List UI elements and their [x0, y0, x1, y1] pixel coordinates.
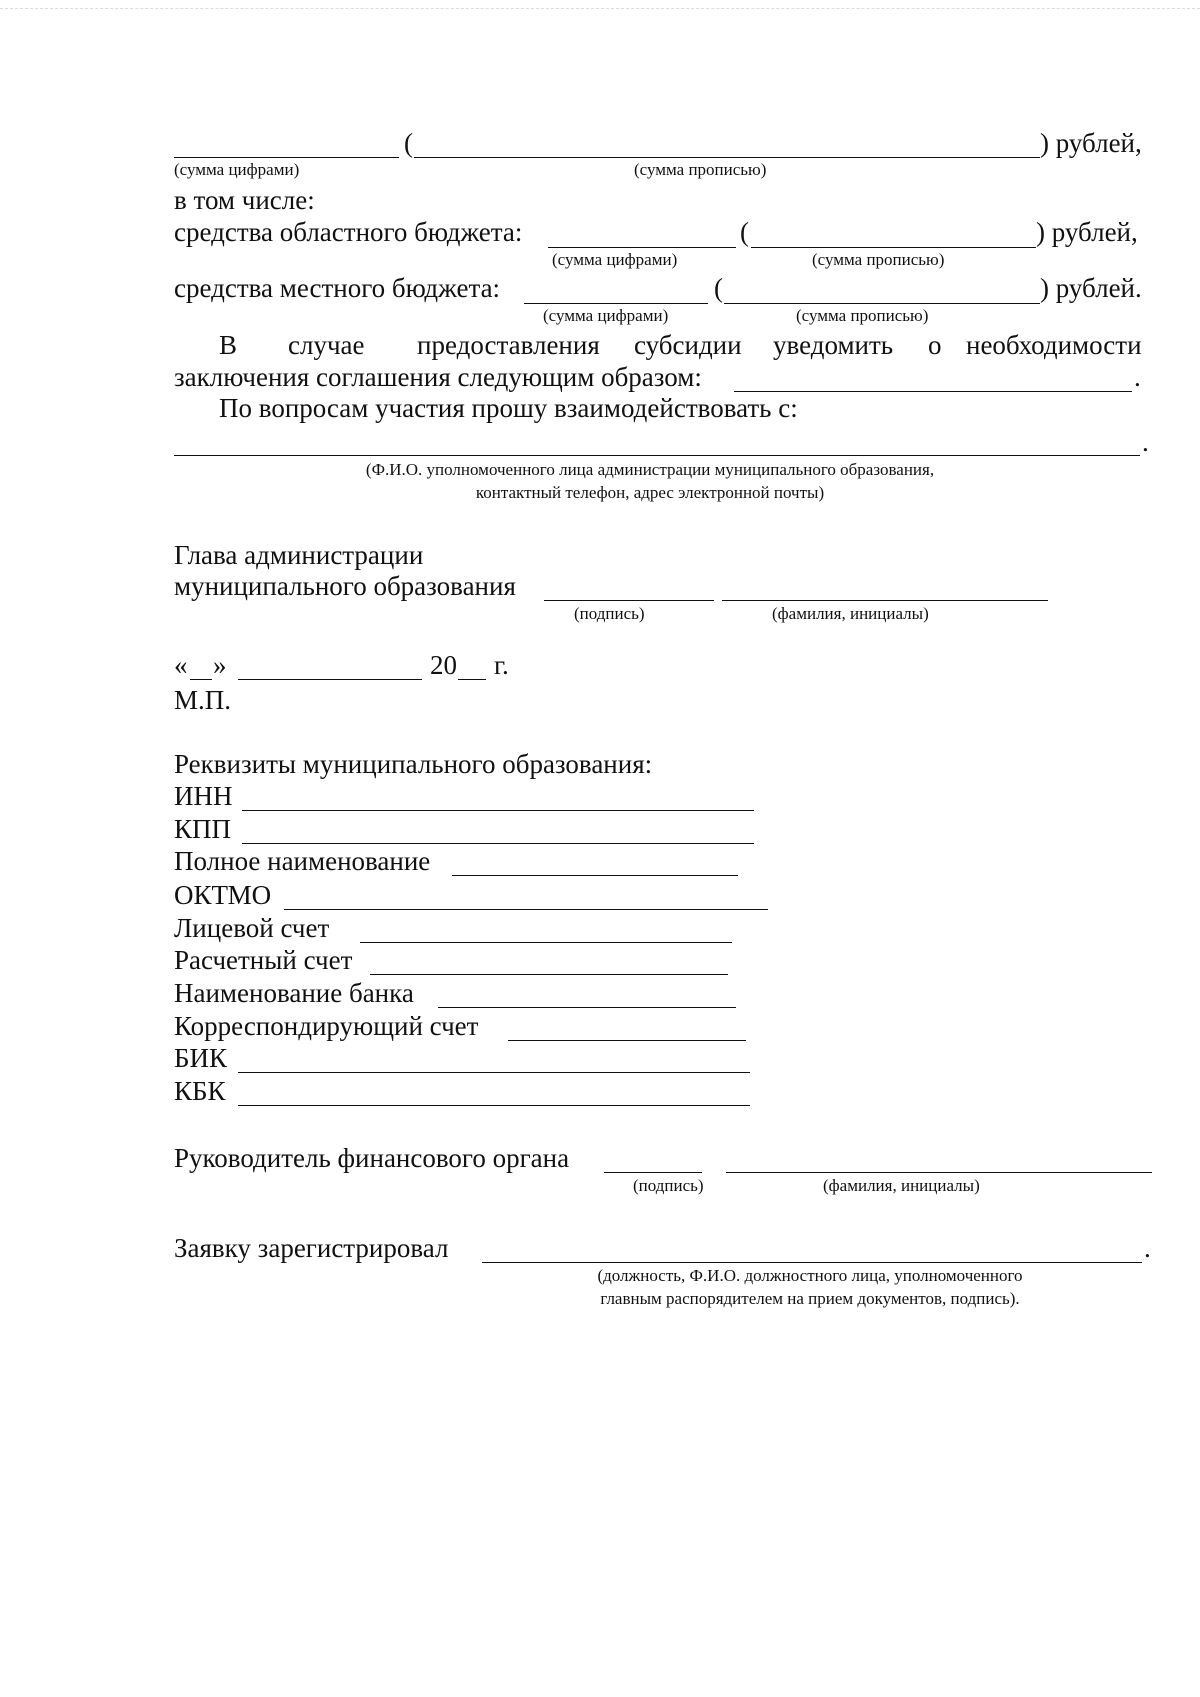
notice-line-2-end: .	[1134, 362, 1141, 392]
sum-close-rub: ) рублей,	[1040, 128, 1142, 158]
local-words-field[interactable]	[724, 303, 1040, 304]
date-day-field[interactable]	[190, 679, 212, 680]
notice-word-7: необходимости	[966, 330, 1142, 360]
registered-caption-1: (должность, Ф.И.О. должностного лица, уполномоченного	[597, 1266, 1023, 1285]
notice-word-1: В	[219, 330, 238, 360]
stamp-place: М.П.	[174, 685, 232, 715]
local-digits-caption: (сумма цифрами)	[543, 306, 669, 325]
notice-method-field[interactable]	[734, 391, 1132, 392]
requisite-field-bik[interactable]	[238, 1072, 750, 1073]
requisite-label-settlement-account: Расчетный счет	[174, 945, 353, 975]
requisite-field-settlement-account[interactable]	[370, 974, 728, 975]
requisite-label-inn: ИНН	[174, 781, 233, 811]
notice-word-4: субсидии	[634, 330, 742, 360]
including-label: в том числе:	[174, 185, 315, 215]
regional-digits-caption: (сумма цифрами)	[552, 250, 678, 269]
requisite-label-kbk: КБК	[174, 1076, 226, 1106]
regional-budget-label: средства областного бюджета:	[174, 217, 523, 247]
sum-words-field[interactable]	[414, 157, 1040, 158]
head-title-line-2: муниципального образования	[174, 571, 516, 601]
requisite-field-inn[interactable]	[242, 810, 754, 811]
requisite-field-personal-account[interactable]	[360, 942, 732, 943]
contact-label: По вопросам участия прошу взаимодействовать с:	[219, 393, 798, 423]
sum-digits-caption: (сумма цифрами)	[174, 160, 300, 179]
date-quote-open: «	[174, 650, 188, 680]
requisite-field-oktmo[interactable]	[284, 909, 768, 910]
fin-head-signature-field[interactable]	[604, 1172, 702, 1173]
regional-close-rub: ) рублей,	[1036, 217, 1138, 247]
fin-head-signature-caption: (подпись)	[633, 1176, 704, 1195]
fin-head-name-field[interactable]	[726, 1172, 1152, 1173]
date-quote-close: »	[213, 650, 227, 680]
local-digits-field[interactable]	[524, 303, 708, 304]
contact-end: .	[1142, 427, 1149, 457]
requisite-label-bik: БИК	[174, 1043, 228, 1073]
sum-open-paren: (	[404, 128, 413, 158]
head-signature-field[interactable]	[544, 600, 714, 601]
registered-label: Заявку зарегистрировал	[174, 1233, 449, 1263]
regional-words-caption: (сумма прописью)	[812, 250, 945, 269]
head-name-field[interactable]	[722, 600, 1048, 601]
date-month-field[interactable]	[238, 679, 422, 680]
requisite-label-full-name: Полное наименование	[174, 846, 431, 876]
requisite-field-kpp[interactable]	[242, 843, 754, 844]
sum-digits-field[interactable]	[174, 157, 399, 158]
date-year-field[interactable]	[458, 679, 486, 680]
requisite-label-personal-account: Лицевой счет	[174, 913, 330, 943]
requisite-field-full-name[interactable]	[452, 875, 738, 876]
requisite-label-oktmo: ОКТМО	[174, 880, 272, 910]
regional-digits-field[interactable]	[548, 247, 736, 248]
requisite-field-kbk[interactable]	[238, 1105, 750, 1106]
requisite-label-corr-account: Корреспондирующий счет	[174, 1011, 479, 1041]
contact-person-field[interactable]	[174, 455, 1140, 456]
sum-words-caption: (сумма прописью)	[634, 160, 767, 179]
requisite-field-bank-name[interactable]	[438, 1007, 736, 1008]
head-name-caption: (фамилия, инициалы)	[772, 604, 929, 623]
notice-word-5: уведомить	[773, 330, 894, 360]
fin-head-name-caption: (фамилия, инициалы)	[823, 1176, 980, 1195]
notice-word-3: предоставления	[417, 330, 600, 360]
date-year-prefix: 20	[430, 650, 457, 680]
requisite-field-corr-account[interactable]	[508, 1040, 746, 1041]
notice-word-6: о	[928, 330, 942, 360]
registered-caption-2: главным распорядителем на прием документов, подпись).	[600, 1289, 1020, 1308]
local-close-rub: ) рублей.	[1040, 273, 1142, 303]
requisite-label-bank-name: Наименование банка	[174, 978, 414, 1008]
registered-field[interactable]	[482, 1262, 1142, 1263]
head-title-line-1: Глава администрации	[174, 540, 424, 570]
notice-word-2: случае	[288, 330, 365, 360]
notice-line-2: заключения соглашения следующим образом:	[174, 362, 702, 392]
page-top-edge	[0, 8, 1200, 10]
local-open-paren: (	[714, 273, 723, 303]
head-signature-caption: (подпись)	[574, 604, 645, 623]
requisite-label-kpp: КПП	[174, 814, 232, 844]
date-year-suffix: г.	[494, 650, 509, 680]
contact-caption-1: (Ф.И.О. уполномоченного лица администрации муниципального образования,	[365, 460, 935, 479]
requisites-title: Реквизиты муниципального образования:	[174, 749, 653, 779]
local-budget-label: средства местного бюджета:	[174, 273, 501, 303]
regional-open-paren: (	[740, 217, 749, 247]
registered-end: .	[1144, 1233, 1151, 1263]
contact-caption-2: контактный телефон, адрес электронной почты)	[475, 483, 825, 502]
regional-words-field[interactable]	[751, 247, 1036, 248]
fin-head-label: Руководитель финансового органа	[174, 1143, 570, 1173]
local-words-caption: (сумма прописью)	[796, 306, 929, 325]
